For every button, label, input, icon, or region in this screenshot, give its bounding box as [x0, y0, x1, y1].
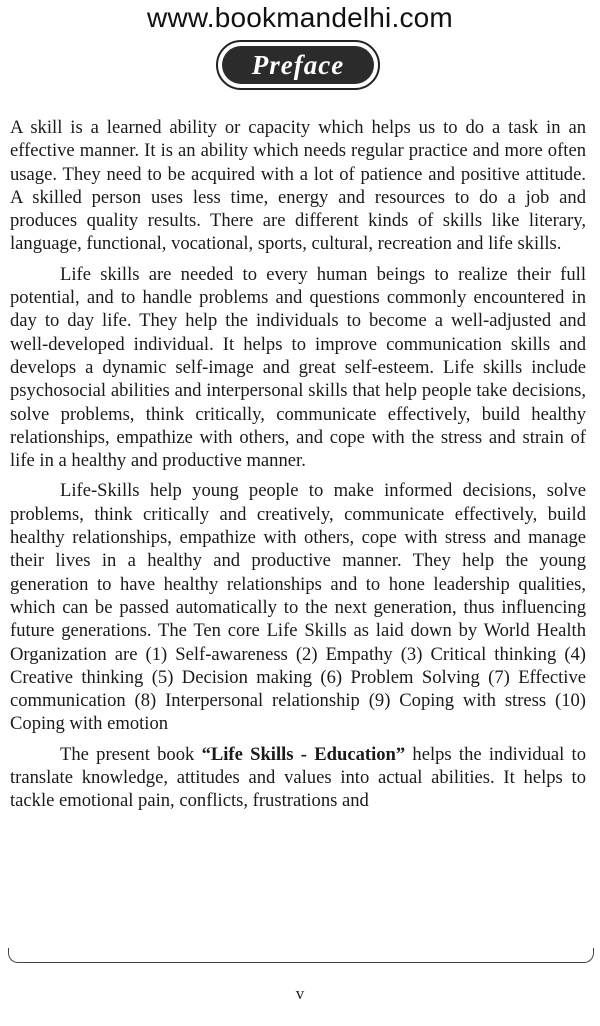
- book-title-bold: “Life Skills - Education”: [201, 743, 406, 765]
- preface-body: [10, 116, 586, 820]
- paragraph-1: A skill is a learned ability or capacity which helps us to do a task in an effective manner. It is an ability which needs regular practice and more often usage. They need to be acquired with a lot of patience and positive attitude. A skilled person uses less time, energy and resources to do a job and produces quality results. There are different kinds of skills like literary, language, functional, vocational, sports, cultural, recreation and life skills.: [10, 117, 586, 255]
- paragraph-4-rest: helps the individual to translate knowledge, attitudes and values into actual abilities. It helps to tackle emotional pain, conflicts, frustrations and: [10, 743, 587, 812]
- heading-badge-fill: [222, 46, 374, 84]
- paragraph-4: [10, 743, 586, 813]
- paragraph-2: Life skills are needed to every human beings to realize their full potential, and to handle problems and questions commonly encountered in day to day life. They help the individuals to become a well-adjusted and well-developed individual. It helps to improve communication skills and develops a dynamic self-image and great self-esteem. Life skills include psychosocial abilities and interpersonal skills that help people take decisions, solve problems, think critically, communicate effectively, build healthy relationships, empathize with others, and cope with the stress and strain of life in a healthy and productive manner.: [10, 263, 586, 472]
- paragraph-3: Life-Skills help young people to make informed decisions, solve problems, think critically and creatively, communicate effectively, build healthy relationships, empathize with others, cope with stress and manage their lives in a healthy and productive manner. They help the young generation to have healthy relationships and to hone leadership qualities, which can be passed automatically to the next generation, thus influencing future generations. The Ten core Life Skills as laid down by World Health Organization are (1) Self-awareness (2) Empathy (3) Critical thinking (4) Creative thinking (5) Decision making (6) Problem Solving (7) Effective communication (8) Interpersonal relationship (9) Coping with stress (10) Coping with emotion: [10, 480, 586, 735]
- paragraph-4-start: The present book: [60, 743, 202, 765]
- watermark-url: www.bookmandelhi.com: [147, 2, 453, 33]
- page-number: v: [295, 984, 305, 1003]
- page-title: Preface: [251, 49, 345, 80]
- heading-badge: [216, 40, 380, 90]
- page-bottom-border: [8, 948, 594, 963]
